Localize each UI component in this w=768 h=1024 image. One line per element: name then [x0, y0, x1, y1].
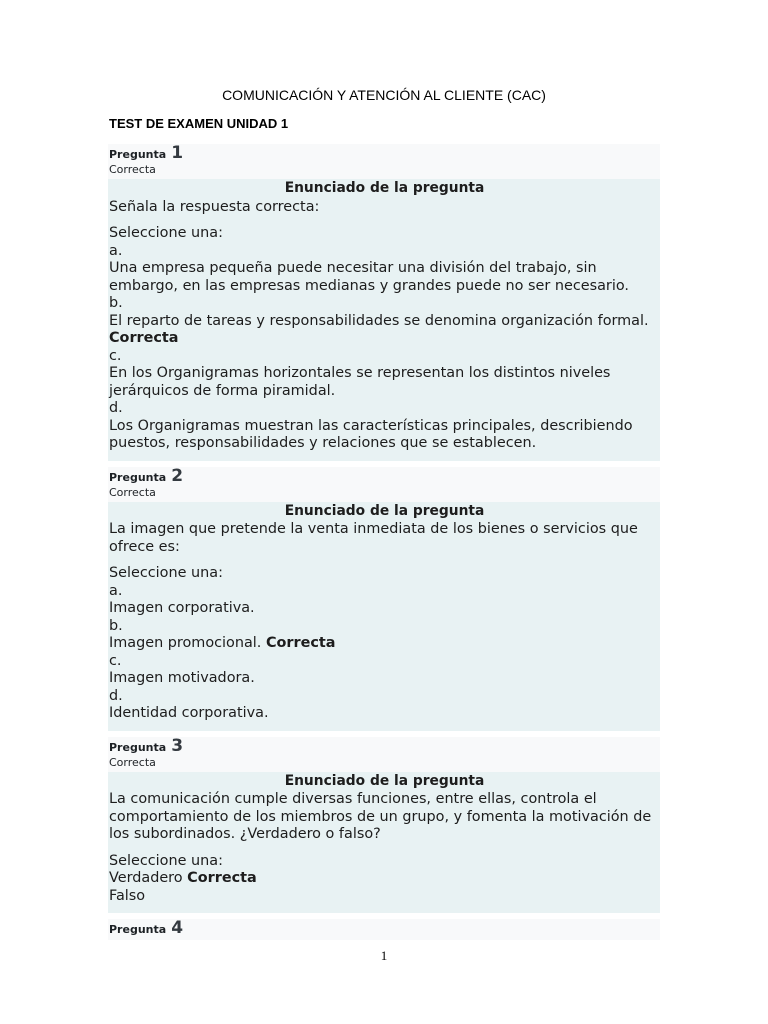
select-one-label: Seleccione una:	[109, 852, 223, 869]
document-title: COMUNICACIÓN Y ATENCIÓN AL CLIENTE (CAC)	[222, 87, 546, 103]
page-number: 1	[380, 948, 388, 963]
quiz-container	[108, 144, 660, 940]
question-word: Pregunta	[109, 740, 167, 754]
exam-subtitle: TEST DE EXAMEN UNIDAD 1	[109, 116, 289, 131]
question-number: 2	[171, 465, 184, 486]
question-word: Pregunta	[109, 470, 167, 484]
option-letter: b.	[109, 617, 123, 634]
question-word: Pregunta	[109, 923, 167, 936]
option-text: Falso	[109, 887, 146, 904]
question-content	[108, 772, 660, 914]
option-letter: d.	[109, 687, 123, 704]
question-4	[108, 919, 660, 940]
question-state: Correcta	[109, 485, 156, 499]
option-text: Imagen corporativa.	[109, 600, 255, 616]
question-content	[108, 179, 660, 461]
question-1	[108, 144, 660, 461]
question-prompt: La comunicación cumple diversas funciones, entre ellas, controla el comportamiento de los miembros de un grupo, y fomenta la motivación de los subordinados. ¿Verdadero o falso?	[109, 791, 652, 842]
question-2	[108, 467, 660, 731]
option-text: Los Organigramas muestran las características principales, describiendo puestos, responsabilidades y relaciones que se establecen.	[109, 417, 633, 451]
question-number: 1	[171, 143, 184, 163]
option-letter: b.	[109, 295, 123, 311]
correct-mark: Correcta	[187, 870, 257, 886]
option-text: Verdadero	[109, 870, 183, 886]
option-letter: c.	[109, 347, 122, 364]
correct-mark: Correcta	[265, 635, 336, 651]
question-prompt: La imagen que pretende la venta inmediata de los bienes o servicios que ofrece es:	[109, 521, 638, 555]
option-text: El reparto de tareas y responsabilidades se denomina organización formal.	[109, 312, 649, 329]
question-header	[108, 144, 660, 179]
option-text: En los Organigramas horizontales se representan los distintos niveles jerárquicos de forma piramidal.	[109, 365, 611, 399]
option-letter: a.	[109, 242, 123, 259]
option-letter: a.	[109, 582, 123, 599]
question-number: 3	[171, 735, 184, 756]
question-number: 4	[171, 918, 184, 938]
question-content	[108, 502, 660, 731]
question-prompt: Señala la respuesta correcta:	[109, 198, 320, 215]
option-text: Imagen motivadora.	[109, 670, 255, 686]
option-letter: c.	[109, 652, 122, 669]
option-text: Imagen promocional.	[109, 635, 262, 651]
select-one-label: Seleccione una:	[109, 225, 223, 241]
question-state: Correcta	[109, 163, 156, 176]
question-header	[108, 919, 660, 940]
question-header	[108, 737, 660, 772]
statement-heading: Enunciado de la pregunta	[284, 180, 485, 196]
question-header	[108, 467, 660, 502]
option-text: Una empresa pequeña puede necesitar una división del trabajo, sin embargo, en las empresas medianas y grandes puede no ser necesario.	[109, 260, 629, 294]
question-word: Pregunta	[109, 148, 167, 161]
statement-heading: Enunciado de la pregunta	[284, 502, 485, 519]
option-text: Identidad corporativa.	[109, 705, 269, 721]
option-letter: d.	[109, 400, 123, 416]
question-state: Correcta	[109, 755, 156, 769]
statement-heading: Enunciado de la pregunta	[284, 772, 485, 789]
question-3	[108, 737, 660, 914]
select-one-label: Seleccione una:	[109, 565, 223, 581]
correct-mark: Correcta	[109, 330, 179, 346]
